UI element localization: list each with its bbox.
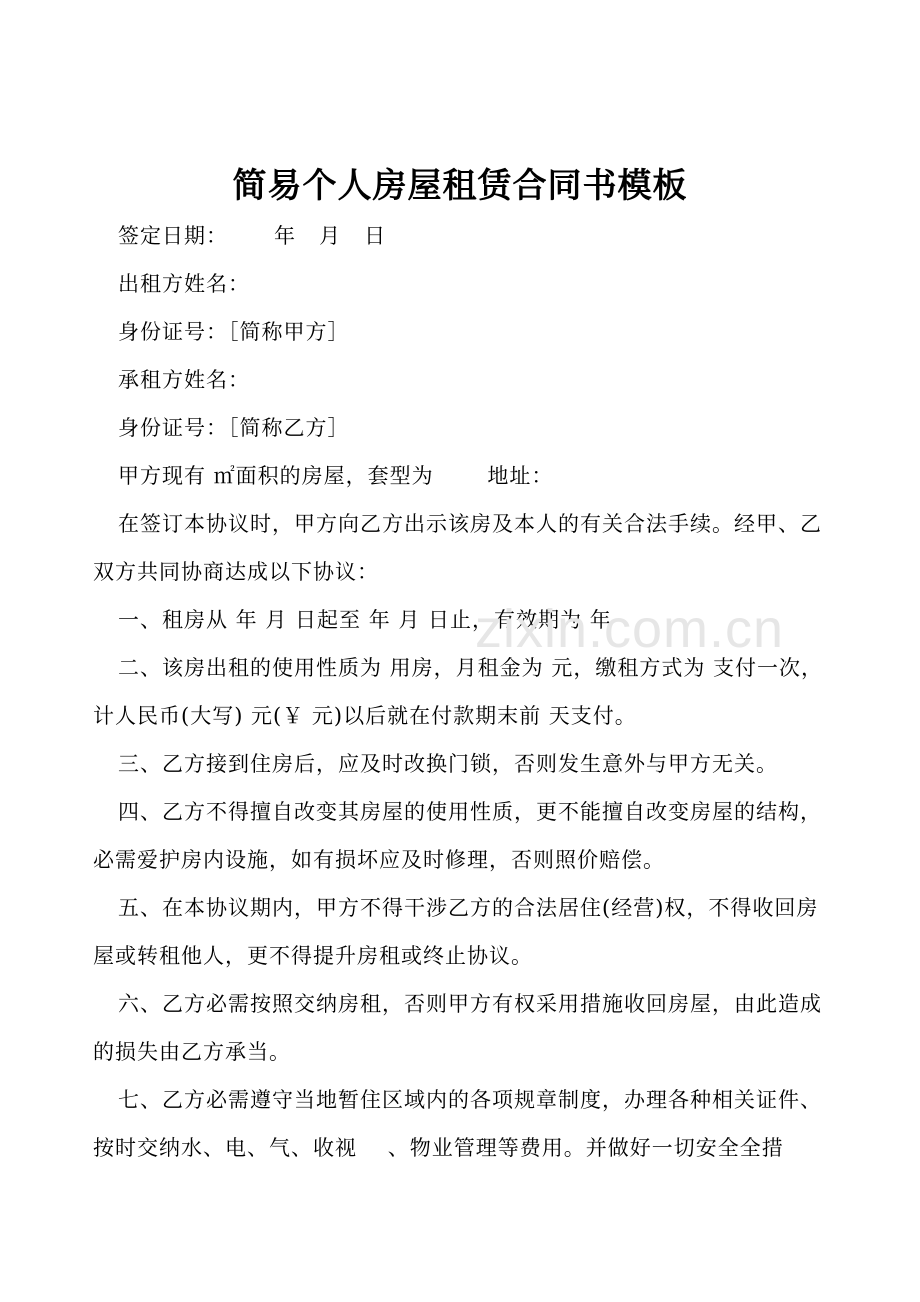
clause-6: 六、乙方必需按照交纳房租，否则甲方有权采用措施收回房屋，由此造成的损失由乙方承当。 (93, 992, 822, 1064)
document-body (93, 212, 833, 1172)
agreement-intro-paragraph: 在签订本协议时，甲方向乙方出示该房及本人的有关合法手续。经甲、乙双方共同协商达成以下协议： (93, 512, 822, 584)
clause-1: 一、租房从 年 月 日起至 年 月 日止，有效期为 年 (118, 608, 612, 632)
document-title: 简易个人房屋租赁合同书模板 (232, 166, 688, 206)
signing-date-line: 签定日期： 年 月 日 (118, 224, 387, 248)
clause-4: 四、乙方不得擅自改变其房屋的使用性质，更不能擅自改变房屋的结构，必需爱护房内设施，如有损坏应及时修理，否则照价赔偿。 (93, 800, 822, 872)
watermark: zixin.com.cn (475, 599, 785, 659)
lessee-name-line: 承租方姓名： (118, 368, 250, 392)
clause-2: 二、该房出租的使用性质为 用房，月租金为 元，缴租方式为 支付一次，计人民币(大写) 元(￥ 元)以后就在付款期末前 天支付。 (93, 656, 824, 728)
property-description-line: 甲方现有 ㎡面积的房屋，套型为 地址： (118, 464, 554, 488)
clause-7: 七、乙方必需遵守当地暂住区域内的各项规章制度，办理各种相关证件、按时交纳水、电、气、收视 、物业管理等费用。并做好一切安全全措 (93, 1088, 822, 1160)
lessor-id-line: 身份证号：［简称甲方］ (118, 320, 350, 344)
clause-5: 五、在本协议期内，甲方不得干涉乙方的合法居住(经营)权，不得收回房屋或转租他人，更不得提升房租或终止协议。 (93, 896, 819, 968)
lessee-id-line: 身份证号：［简称乙方］ (118, 416, 350, 440)
clause-3: 三、乙方接到住房后，应及时改换门锁，否则发生意外与甲方无关。 (118, 752, 778, 776)
lessor-name-line: 出租方姓名： (118, 272, 250, 296)
